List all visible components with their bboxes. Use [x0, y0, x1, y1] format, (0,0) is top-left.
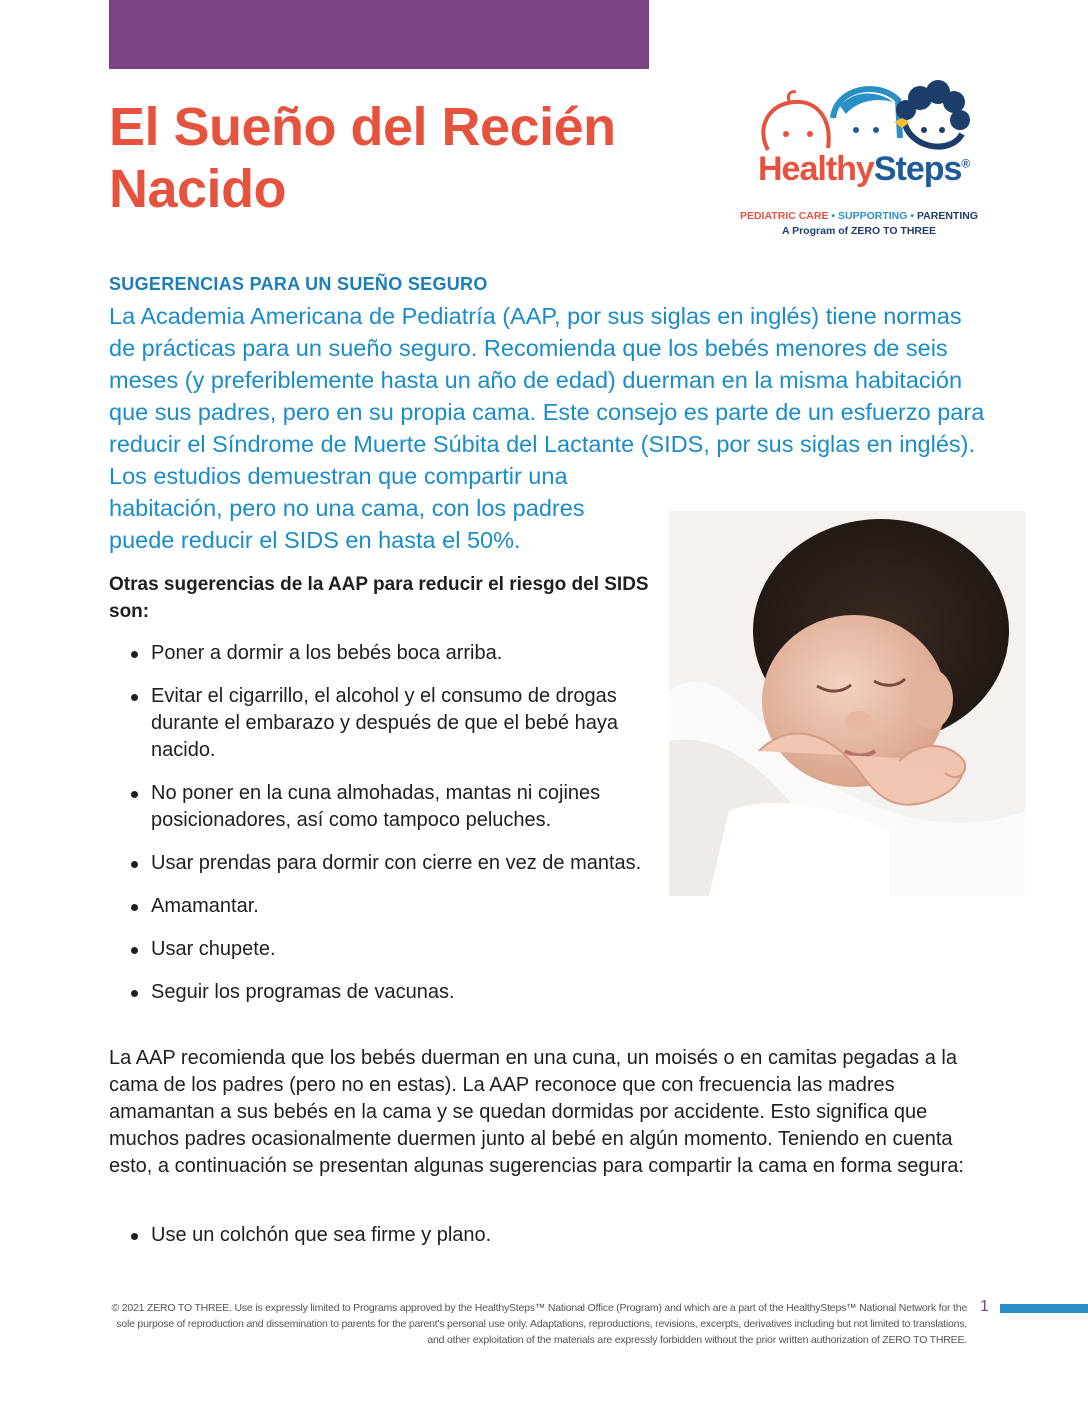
list-item-text: Seguir los programas de vacunas. — [151, 981, 455, 1003]
logo-tag-pediatric: PEDIATRIC CARE — [739, 210, 829, 222]
tips-heading: Otras sugerencias de la AAP para reducir el riesgo del SIDS son: — [109, 574, 649, 622]
list-item-text: Use un colchón que sea firme y plano. — [151, 1224, 492, 1246]
list-item-text: Usar chupete. — [151, 938, 276, 960]
section-heading: SUGERENCIAS PARA UN SUEÑO SEGURO — [109, 274, 488, 294]
bullet-icon — [131, 791, 138, 798]
logo-tag-dot-2: • — [910, 210, 915, 222]
list-item-text: Usar prendas para dormir con cierre en vez de mantas. — [151, 852, 642, 874]
sleeping-newborn-photo — [669, 511, 1025, 896]
bed-sharing-tips-list — [109, 1222, 809, 1265]
list-item — [109, 640, 649, 667]
list-item — [109, 683, 649, 764]
copyright-footer: © 2021 ZERO TO THREE. Use is expressly limited to Programs approved by the HealthySteps™ National Office (Program) and which are a part of the HealthySteps™ National Network for the sole purpose of reproduction and dissemination to parents for the parent's personal use only. Adaptations, reproductions, revisions, excerpts, derivatives including but not limited to translations, and other exploitation of the materials are expressly forbidden without the prior written authorization of ZERO TO THREE. — [111, 1302, 967, 1346]
newborn-illustration — [669, 511, 1025, 896]
header-accent-bar — [109, 0, 649, 69]
logo-tag-supporting: SUPPORTING — [837, 210, 908, 222]
list-item — [109, 936, 649, 963]
page-title — [109, 96, 709, 220]
logo-subtitle: A Program of ZERO TO THREE — [781, 225, 936, 237]
title-line-2: Nacido — [109, 159, 287, 219]
bullet-icon — [131, 990, 138, 997]
list-item-text: Amamantar. — [151, 895, 259, 917]
title-line-1: El Sueño del Recién — [109, 97, 616, 157]
list-item — [109, 893, 649, 920]
bullet-icon — [131, 651, 138, 658]
list-item-text: Poner a dormir a los bebés boca arriba. — [151, 642, 503, 664]
logo-registered-mark: ® — [961, 156, 970, 171]
bullet-icon — [131, 1233, 138, 1240]
tips-list — [109, 640, 649, 1022]
page-number: 1 — [980, 1298, 989, 1315]
page-number-bar — [1000, 1304, 1088, 1313]
intro-paragraph: La Academia Americana de Pediatría (AAP, por sus siglas en inglés) tiene normas de prácticas para un sueño seguro. Recomienda que los bebés menores de seis meses (y preferiblemente hasta un año de edad) duerman en la misma habitación que sus padres, pero en su propia cama. Este consejo es parte de un esfuerzo para reducir el Síndrome de Muerte Súbita del Lactante (SIDS, por sus siglas en inglés). Los estudios demuestran que compartir una — [109, 303, 985, 489]
list-item — [109, 780, 649, 834]
list-item — [109, 1222, 809, 1249]
intro-paragraph-end: habitación, pero no una cama, con los padres puede reducir el SIDS en hasta el 50%. — [109, 495, 585, 553]
bed-sharing-paragraph: La AAP recomienda que los bebés duerman en una cuna, un moisés o en camitas pegadas a la cama de los padres (pero no en estas). La AAP reconoce que con frecuencia las madres amamantan a sus bebés en la cama y se quedan dormidas por accidente. Esto significa que muchos padres ocasionalmente duermen junto al bebé en algún momento. Teniendo en cuenta esto, a continuación se presentan algunas sugerencias para compartir la cama en forma segura: — [109, 1047, 964, 1177]
bullet-icon — [131, 694, 138, 701]
list-item-text: Evitar el cigarrillo, el alcohol y el consumo de drogas durante el embarazo y después de que el bebé haya nacido. — [151, 685, 619, 761]
logo-tag-dot-1: • — [831, 210, 836, 222]
bullet-icon — [131, 947, 138, 954]
list-item-text: No poner en la cuna almohadas, mantas ni cojines posicionadores, así como tampoco peluches. — [151, 782, 601, 831]
logo-wordmark — [758, 150, 969, 189]
list-item — [109, 850, 649, 877]
logo-word-steps: Steps — [873, 150, 962, 188]
logo-tagline — [728, 210, 990, 222]
healthysteps-logo — [728, 78, 990, 243]
bullet-icon — [131, 904, 138, 911]
logo-word-healthy: Healthy — [758, 150, 874, 188]
logo-tag-parenting: PARENTING — [916, 210, 979, 222]
bullet-icon — [131, 861, 138, 868]
list-item — [109, 979, 649, 1006]
